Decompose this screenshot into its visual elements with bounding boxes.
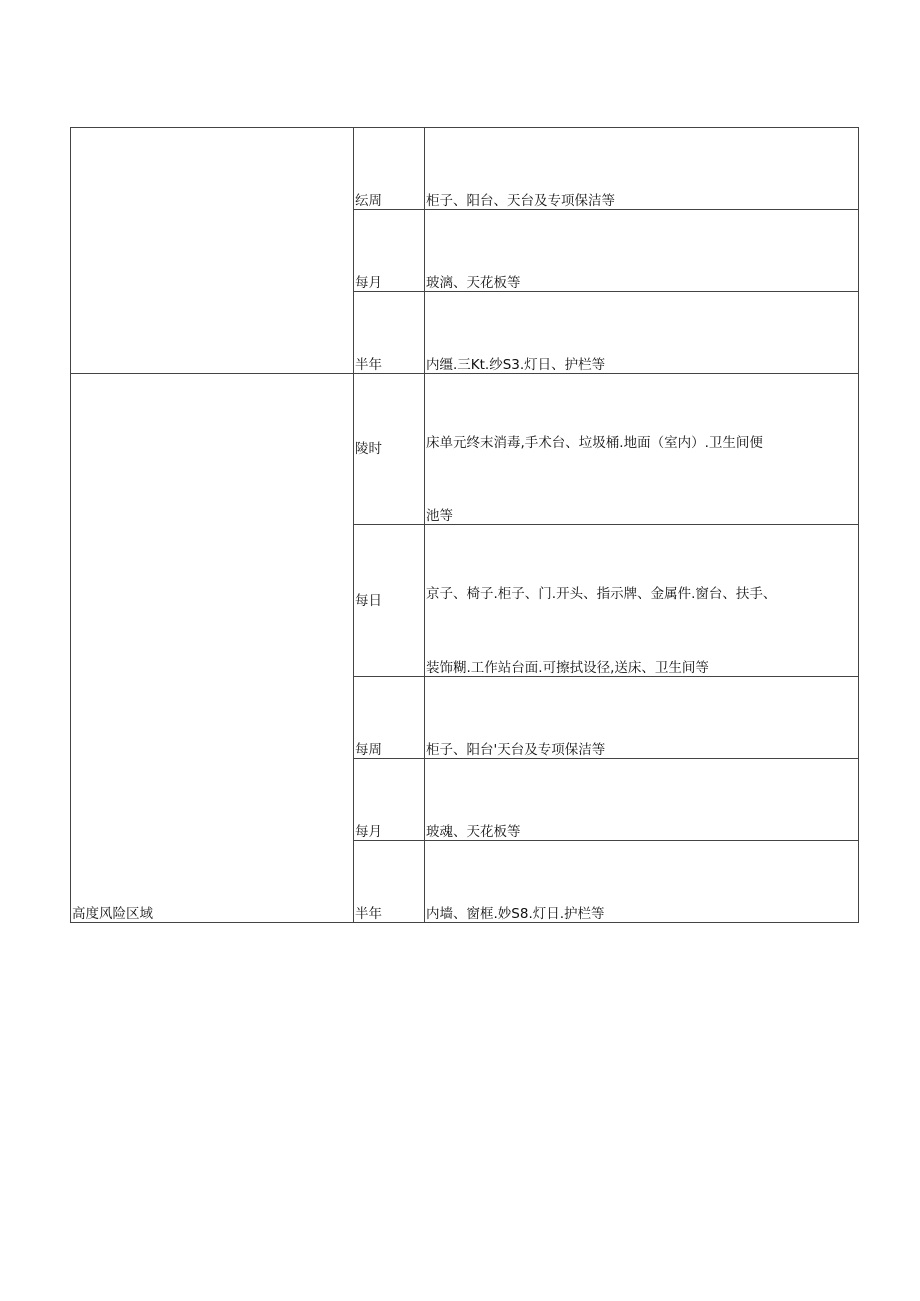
frequency-cell: 纭周 (354, 128, 425, 210)
items-cell: 玻魂、天花板等 (425, 759, 859, 841)
frequency-cell: 半年 (354, 292, 425, 374)
items-cell (425, 525, 859, 677)
area-cell (71, 128, 354, 374)
table-row (71, 128, 859, 210)
items-line-2: 装饰糊.工作站台面.可擦拭设径,送床、卫生间等 (426, 660, 709, 676)
frequency-cell: 每月 (354, 759, 425, 841)
table-row (71, 374, 859, 525)
items-cell: 内墙、窗框.妙S8.灯日.护栏等 (425, 841, 859, 923)
items-cell: 内缰.三Kt.纱S3.灯日、护栏等 (425, 292, 859, 374)
items-line-2: 池等 (426, 508, 453, 524)
frequency-cell: 陵时 (354, 374, 425, 525)
items-cell: 柜子、阳台、天台及专项保洁等 (425, 128, 859, 210)
cleaning-schedule-table (70, 127, 859, 923)
area-cell: 高度风险区域 (71, 374, 354, 923)
frequency-cell: 每周 (354, 677, 425, 759)
items-cell: 玻漓、天花板等 (425, 210, 859, 292)
items-cell: 柜子、阳台'天台及专项保洁等 (425, 677, 859, 759)
frequency-cell: 每日 (354, 525, 425, 677)
frequency-cell: 每月 (354, 210, 425, 292)
items-line-1: 京子、椅子.柜子、门.开头、指示牌、金属件.窗台、扶手、 (426, 586, 777, 602)
frequency-cell: 半年 (354, 841, 425, 923)
items-line-1: 床单元终末消毒,手术台、垃圾桶.地面（室内）.卫生间便 (426, 435, 763, 451)
items-cell (425, 374, 859, 525)
